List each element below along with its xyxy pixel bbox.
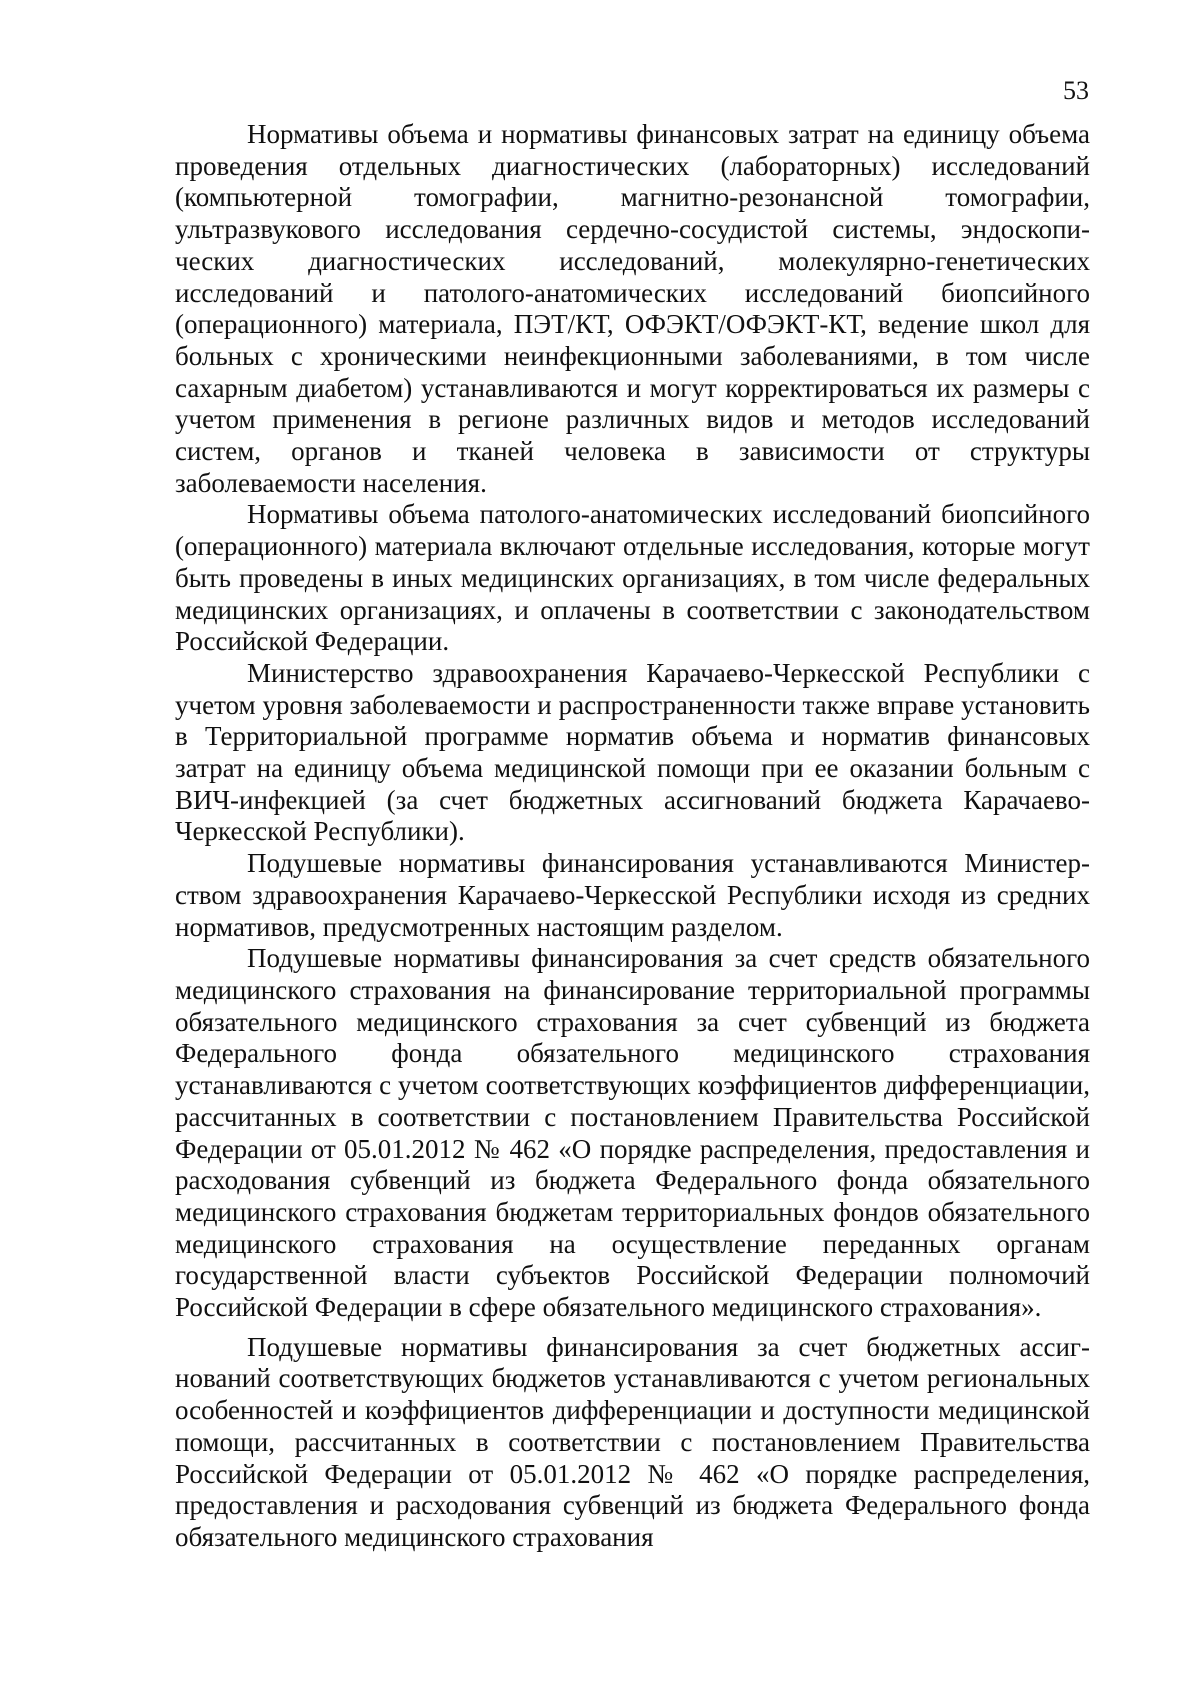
paragraph-ministry-hiv: Министерство здравоохранения Карачаево-Черкесской Республики с учетом уровня заболеваемости и распространенности также вправе установить в Территориальной программе норматив объема и норматив финансовых затрат на единицу объема медицинской помощи при ее оказании больным с ВИЧ-инфекцией (за счет бюджетных ассигнований бюджета Карачаево-Черкесской Республики). bbox=[175, 657, 1090, 847]
paragraph-pathology-norms: Нормативы объема патолого-анатомических исследований биопсийного (операционного) материала включают отдельные исследования, которые могут быть проведены в иных медицинских организациях, в том числе федеральных медицинских организациях, и оплачены в соответствии с законодательством Российской Федерации. bbox=[175, 499, 1090, 657]
page-number: 53 bbox=[1063, 76, 1089, 105]
paragraph-per-capita-oms: Подушевые нормативы финансирования за счет средств обязательного медицинского страхования на финансирование территориальной программы обязательного медицинского страхования за счет субвенций из бюджета Федерального фонда обязательного медицинского страхования устанавливаются с учетом соответствующих коэффициентов дифференциации, рассчитанных в соответствии с постановлением Правительства Российской Федерации от 05.01.2012 № 462 «О порядке распределения, предоставления и расходования субвенций из бюджета Федерального фонда обязательного медицинского страхования бюджетам территориальных фондов обязательного медицинского страхования на осуществление переданных органам государственной власти субъектов Российской Федерации полномочий Российской Федерации в сфере обязательного медицинского страхования». bbox=[175, 943, 1090, 1323]
paragraph-per-capita-ministry: Подушевые нормативы финансирования устанавливаются Министерством здравоохранения Карачаево-Черкесской Республики исходя из средних нормативов, предусмотренных настоящим разделом. bbox=[175, 848, 1090, 942]
document-body bbox=[175, 119, 1090, 1554]
paragraph-diagnostic-norms: Нормативы объема и нормативы финансовых затрат на единицу объема проведения отдельных диагностических (лабораторных) исследований (компьютерной томографии, магнитно-резонансной томографии, ультразвукового исследования сердечно-сосудистой системы, эндоскопических диагностических исследований, молекулярно-генетических исследований и патолого-анатомических исследований биопсийного (операционного) материала, ПЭТ/КТ, ОФЭКТ/ОФЭКТ-КТ, ведение школ для больных с хроническими неинфекционными заболеваниями, в том числе сахарным диабетом) устанавливаются и могут корректироваться их размеры с учетом применения в регионе различных видов и методов исследований систем, органов и тканей человека в зависимости от структуры заболеваемости населения. bbox=[175, 119, 1090, 498]
paragraph-per-capita-budget: Подушевые нормативы финансирования за счет бюджетных ассигнований соответствующих бюджетов устанавливаются с учетом региональных особенностей и коэффициентов дифференциации и доступности медицинской помощи, рассчитанных в соответствии с постановлением Правительства Российской Федерации от 05.01.2012 № 462 «О порядке распределения, предоставления и расходования субвенций из бюджета Федерального фонда обязательного медицинского страхования bbox=[175, 1331, 1090, 1552]
